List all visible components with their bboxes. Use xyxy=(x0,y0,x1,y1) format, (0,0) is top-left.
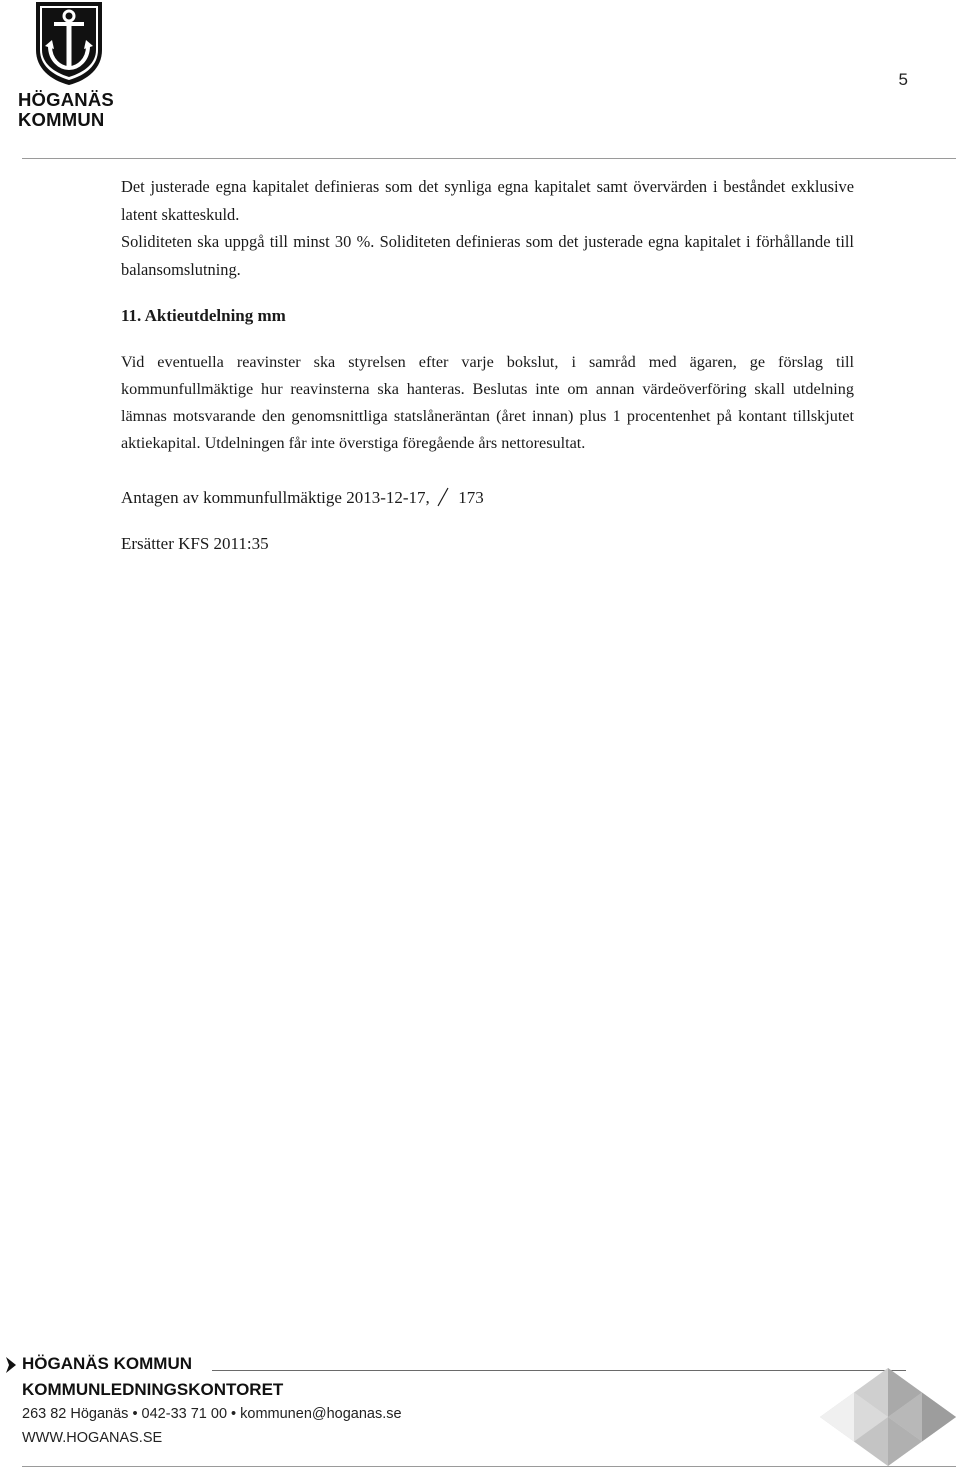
footer-website: WWW.HOGANAS.SE xyxy=(22,1430,163,1446)
paragraph-solidity: Soliditeten ska uppgå till minst 30 %. Soliditeten definieras som det justerade egna kapitalet i förhållande till balansomslutning. xyxy=(121,232,854,279)
footer-department: KOMMUNLEDNINGSKONTORET xyxy=(22,1380,284,1399)
footer-contact: 263 82 Höganäs • 042-33 71 00 • kommunen@hoganas.se xyxy=(22,1406,402,1422)
section-sign-icon xyxy=(436,487,450,507)
arrow-right-icon xyxy=(4,1356,18,1374)
logo-line-1: HÖGANÄS xyxy=(18,89,114,110)
replaces-note: Ersätter KFS 2011:35 xyxy=(121,534,269,553)
paragraph-dividend: Vid eventuella reavinster ska styrelsen efter varje bokslut, i samråd med ägaren, ge förslag till kommunfullmäktige hur reavinsterna ska hanteras. Beslutas inte om annan värdeöverföring skall utdelning lämnas motsvarande den genomsnittliga statslåneräntan (året innan) plus 1 procentenhet på kontant tillskjutet aktiekapital. Utdelningen får inte överstiga föregående års nettoresultat. xyxy=(121,353,854,452)
municipality-logo xyxy=(18,0,120,132)
page-footer xyxy=(0,1340,960,1470)
footer-bottom-divider xyxy=(22,1466,956,1467)
logo-line-2: KOMMUN xyxy=(18,109,105,130)
document-body xyxy=(121,173,854,557)
logo-wordmark xyxy=(18,90,128,130)
adoption-number: 173 xyxy=(458,488,484,507)
page-number: 5 xyxy=(898,70,908,89)
adoption-note xyxy=(121,485,854,511)
section-heading: 11. Aktieutdelning mm xyxy=(121,306,286,325)
anchor-shield-icon xyxy=(32,0,106,86)
footer-organization: HÖGANÄS KOMMUN xyxy=(22,1354,192,1373)
header-divider xyxy=(22,158,956,159)
adoption-text: Antagen av kommunfullmäktige 2013-12-17, xyxy=(121,488,430,507)
paragraph-equity-definition: Det justerade egna kapitalet definieras som det synliga egna kapitalet samt övervärden i beståndet exklusive latent skatteskuld. xyxy=(121,177,854,224)
footer-divider xyxy=(212,1370,906,1371)
decorative-triangle-pattern xyxy=(820,1368,956,1466)
